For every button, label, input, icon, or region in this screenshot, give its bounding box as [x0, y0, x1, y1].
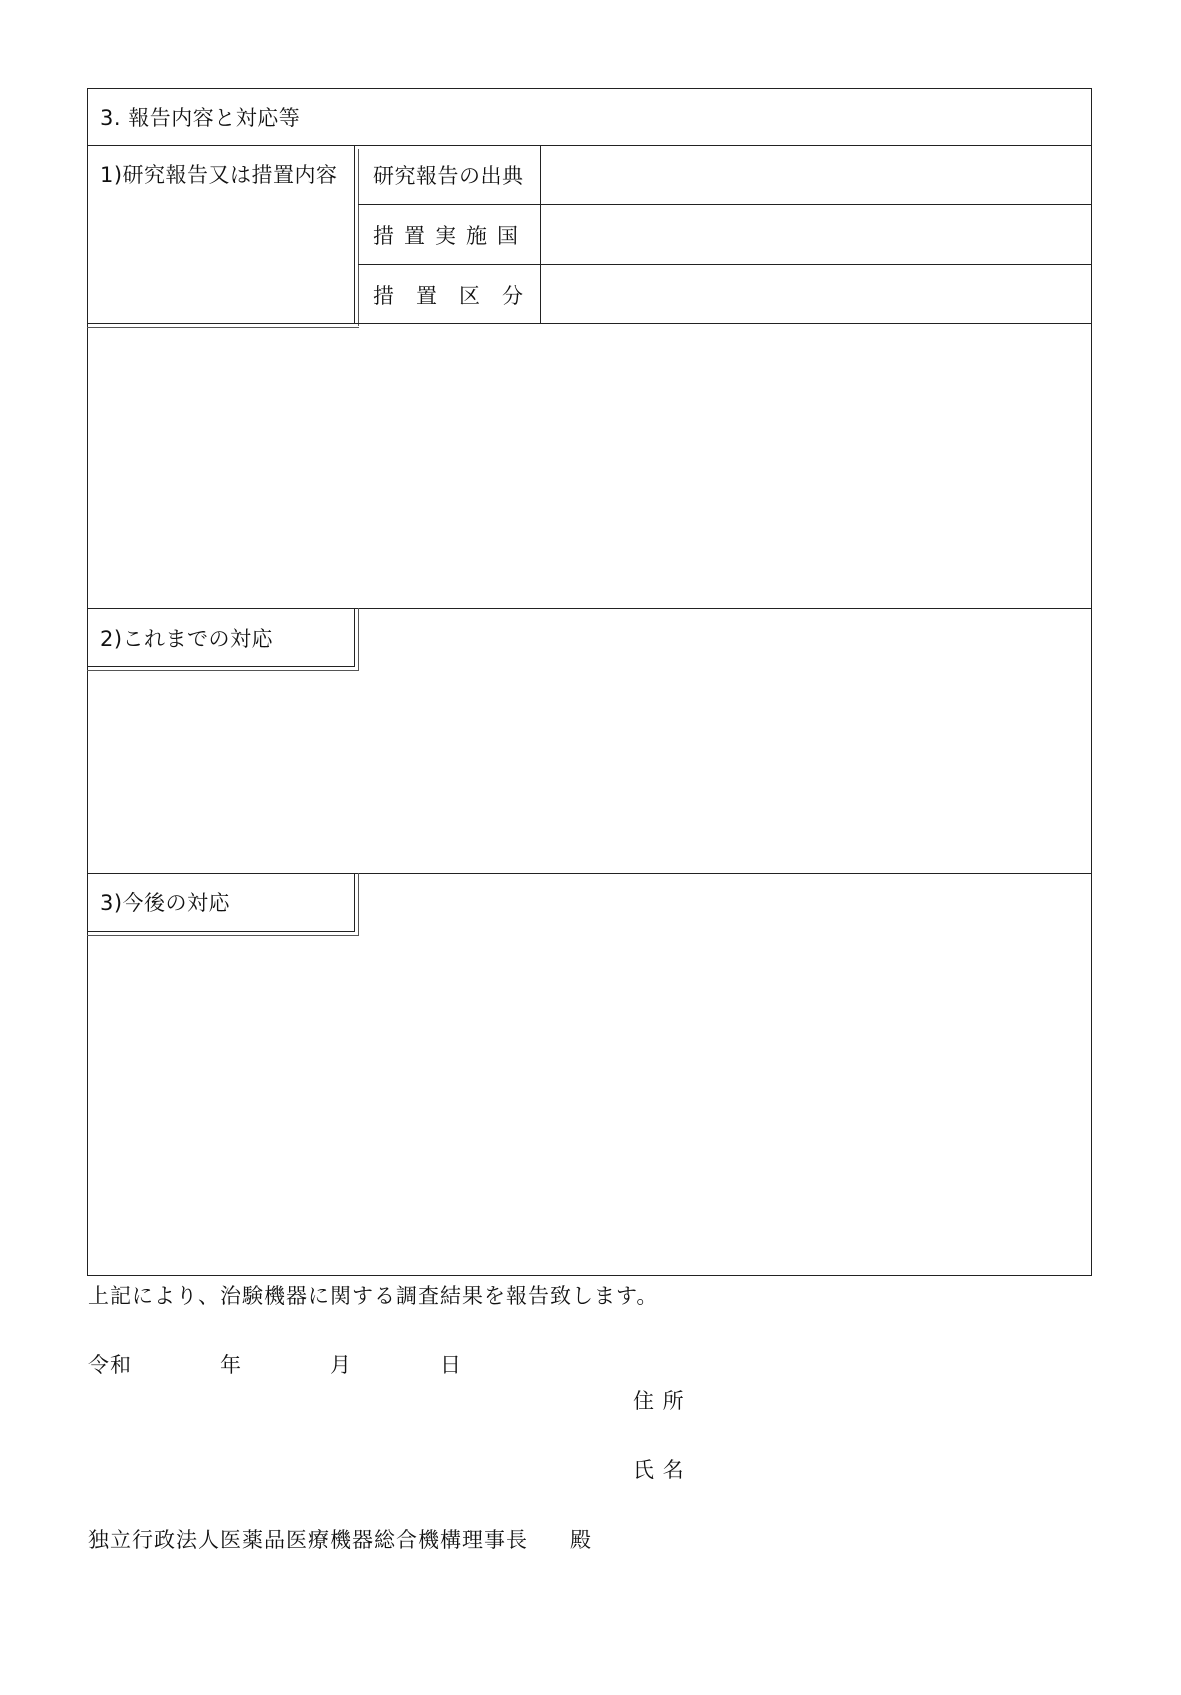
divider: [87, 670, 359, 671]
date-era: 令和: [88, 1353, 132, 1377]
report-statement: 上記により、治験機器に関する調査結果を報告致します。: [88, 1284, 659, 1308]
divider: [354, 873, 355, 932]
divider: [87, 666, 355, 667]
item2-content-area[interactable]: [91, 675, 1088, 870]
item1-content-area[interactable]: [91, 331, 1088, 606]
measure-country-field[interactable]: [544, 207, 1088, 262]
divider: [358, 149, 359, 326]
date-month-unit: 月: [330, 1353, 352, 1377]
research-source-label: 研究報告の出典: [373, 164, 524, 188]
item3-label: 3)今後の対応: [100, 891, 231, 915]
name-label: 氏 名: [633, 1458, 685, 1482]
measure-category-label: 措置区分: [373, 284, 545, 308]
divider: [358, 608, 359, 670]
item1-label: 1)研究報告又は措置内容: [100, 163, 338, 187]
divider: [358, 264, 1092, 265]
research-source-field[interactable]: [544, 148, 1088, 202]
divider: [87, 323, 1092, 324]
addressee: 独立行政法人医薬品医療機器総合機構理事長: [88, 1528, 528, 1552]
divider: [358, 873, 359, 935]
date-day-unit: 日: [440, 1353, 462, 1377]
divider: [354, 145, 355, 324]
item3-content-area[interactable]: [91, 940, 1088, 1272]
divider: [87, 935, 359, 936]
divider: [354, 608, 355, 667]
measure-category-field[interactable]: [544, 267, 1088, 322]
divider: [87, 873, 1092, 874]
divider: [358, 204, 1092, 205]
honorific: 殿: [570, 1528, 592, 1552]
item2-label: 2)これまでの対応: [100, 627, 274, 651]
address-label: 住 所: [633, 1389, 685, 1413]
divider: [87, 608, 1092, 609]
divider: [87, 327, 359, 328]
divider: [87, 931, 355, 932]
measure-country-label: 措置実施国: [373, 224, 528, 248]
divider: [87, 145, 1092, 146]
section-title: 3. 報告内容と対応等: [100, 106, 301, 130]
date-year-unit: 年: [220, 1353, 242, 1377]
